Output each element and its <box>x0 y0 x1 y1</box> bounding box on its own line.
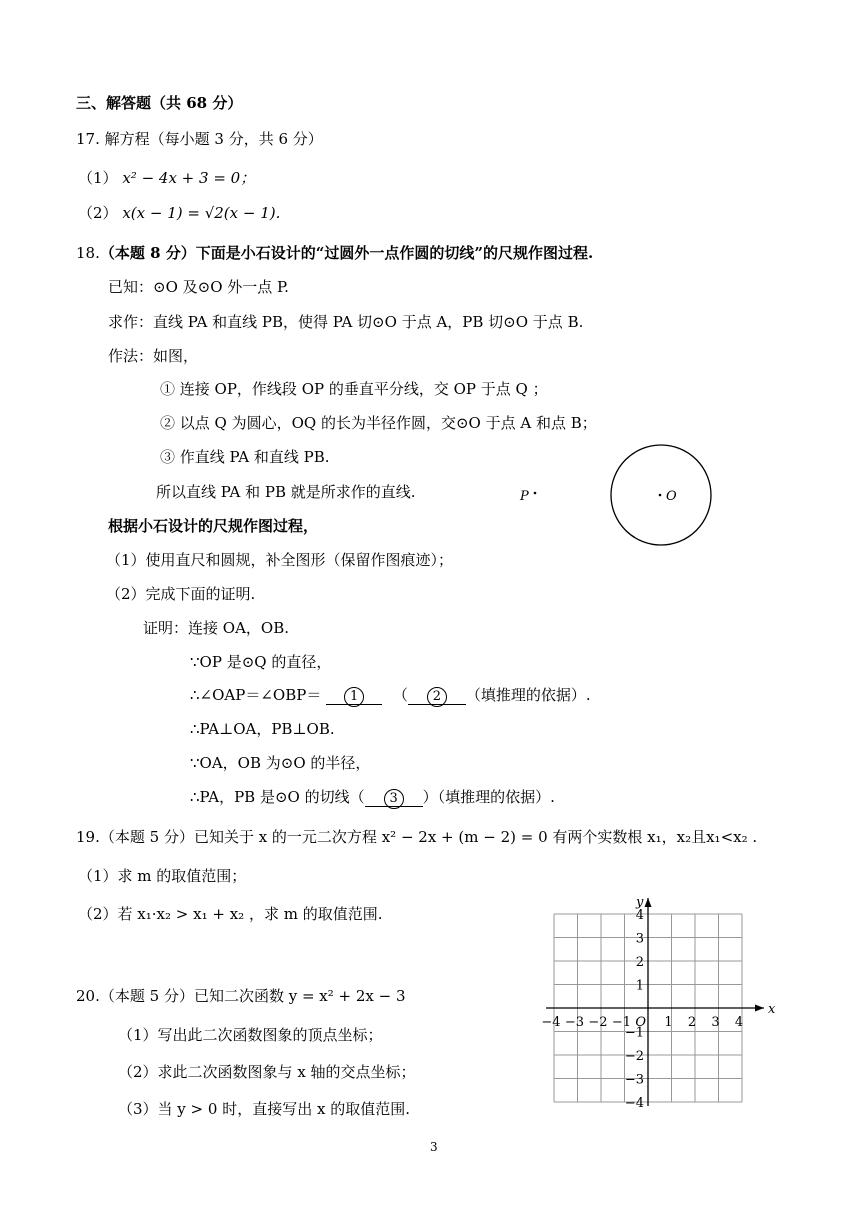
proof5-prefix: ∴PA，PB 是⊙O 的切线（ <box>190 788 365 806</box>
q18-step3: ③ 作直线 PA 和直线 PB. <box>160 448 330 466</box>
q17-part1 <box>78 167 255 188</box>
q17-part2-label: （2） <box>78 204 118 222</box>
point-p-dot <box>534 492 537 495</box>
y-tick-label: −3 <box>624 1072 644 1088</box>
proof2-suffix: （填推理的依据）. <box>465 686 591 704</box>
q17-part1-label: （1） <box>78 169 118 187</box>
q18-heading-text: （本题 8 分）下面是小石设计的“过圆外一点作圆的切线”的尺规作图过程. <box>99 244 594 262</box>
q17-heading: 17. 解方程（每小题 3 分，共 6 分） <box>76 130 323 148</box>
q17-part2 <box>78 202 280 223</box>
blank-2[interactable] <box>408 686 466 705</box>
q20-heading <box>76 985 406 1006</box>
q18-heading <box>76 242 593 263</box>
q19-part2: （2）若 x₁·x₂ > x₁ + x₂ ，求 m 的取值范围. <box>78 905 383 923</box>
q18-proof-line1: ∵OP 是⊙Q 的直径， <box>190 653 332 671</box>
q18-find: 求作：直线 PA 和直线 PB，使得 PA 切⊙O 于点 A，PB 切⊙O 于点 B. <box>108 313 584 331</box>
x-tick-label: 4 <box>734 1015 744 1030</box>
q18-proof-line3: ∴PA⊥OA，PB⊥OB. <box>190 720 335 738</box>
q18-number: 18. <box>76 244 100 262</box>
q18-proof-line2: ∴∠OAP＝∠OBP＝ 1 （ 2 （填推理的依据）. <box>190 684 591 705</box>
x-tick-label: 1 <box>664 1015 673 1030</box>
y-tick-label: −1 <box>624 1025 644 1041</box>
q18-step2: ② 以点 Q 为圆心，OQ 的长为半径作圆，交⊙O 于点 A 和点 B； <box>160 414 597 432</box>
coordinate-grid <box>540 890 780 1115</box>
q17-part2-equation: x(x − 1) = √2(x − 1). <box>122 204 281 222</box>
x-tick-label: 3 <box>711 1015 720 1030</box>
x-axis-arrow <box>755 1005 764 1012</box>
q18-according: 根据小石设计的尺规作图过程， <box>108 517 319 535</box>
y-tick-label: 4 <box>635 908 644 923</box>
q19-number: 19. <box>76 828 100 846</box>
q20-part3: （3）当 y > 0 时，直接写出 x 的取值范围. <box>118 1100 410 1118</box>
origin-label: O <box>635 1015 646 1030</box>
label-p: P <box>520 489 529 504</box>
q20-part1: （1）写出此二次函数图象的顶点坐标； <box>118 1026 383 1044</box>
q18-task1: （1）使用直尺和圆规，补全图形（保留作图痕迹）； <box>106 551 454 569</box>
x-tick-label: −1 <box>611 1015 632 1030</box>
axes <box>546 898 764 1106</box>
y-tick-label: −4 <box>624 1096 644 1111</box>
y-axis-arrow <box>645 898 652 907</box>
proof2-prefix: ∴∠OAP＝∠OBP＝ <box>190 686 322 704</box>
q18-proof-start: 证明：连接 OA，OB. <box>143 619 289 637</box>
x-tick-label: −2 <box>588 1015 608 1030</box>
q19-part1: （1）求 m 的取值范围； <box>78 867 247 885</box>
q18-circle-figure <box>500 440 730 555</box>
blank-2-marker: 2 <box>427 687 447 707</box>
blank-1[interactable] <box>326 686 382 705</box>
x-tick-label: −4 <box>541 1015 561 1030</box>
y-tick-label: 1 <box>635 978 644 994</box>
q19-heading <box>76 826 757 847</box>
center-o-dot <box>659 494 662 497</box>
q18-proof-line5 <box>190 786 555 807</box>
proof5-suffix: ）（填推理的依据）. <box>422 788 555 806</box>
x-axis-label: x <box>768 1002 776 1017</box>
y-axis-label: y <box>636 895 644 910</box>
q20-number: 20. <box>76 987 100 1005</box>
q18-step1: ① 连接 OP，作线段 OP 的垂直平分线，交 OP 于点 Q ； <box>160 380 548 398</box>
q18-proof-line4: ∵OA，OB 为⊙O 的半径， <box>190 754 371 772</box>
q19-heading-text: （本题 5 分）已知关于 x 的一元二次方程 x² − 2x + (m − 2) = 0 有两个实数根 x₁，x₂且x₁<x₂ . <box>99 828 758 846</box>
x-tick-label: 2 <box>687 1015 697 1030</box>
label-o: O <box>666 489 677 504</box>
x-tick-label: −3 <box>564 1015 585 1030</box>
blank-3[interactable] <box>365 788 423 807</box>
blank-1-marker: 1 <box>344 687 364 707</box>
section-title: 三、解答题（共 68 分） <box>76 94 243 112</box>
q18-method: 作法：如图， <box>108 347 199 365</box>
q20-heading-text: （本题 5 分）已知二次函数 y = x² + 2x − 3 <box>99 987 406 1005</box>
q18-known: 已知：⊙O 及⊙O 外一点 P. <box>108 278 289 296</box>
q17-part1-equation: x² − 4x + 3 = 0； <box>122 169 256 187</box>
page-number: 3 <box>430 1140 438 1154</box>
y-tick-label: 3 <box>635 931 644 947</box>
q20-part2: （2）求此二次函数图象与 x 轴的交点坐标； <box>118 1063 416 1081</box>
y-tick-label: −2 <box>624 1049 644 1064</box>
q18-task2: （2）完成下面的证明. <box>106 585 256 603</box>
y-tick-label: 2 <box>635 955 644 970</box>
blank-3-marker: 3 <box>384 789 404 809</box>
q18-conclusion: 所以直线 PA 和 PB 就是所求作的直线. <box>156 483 416 501</box>
